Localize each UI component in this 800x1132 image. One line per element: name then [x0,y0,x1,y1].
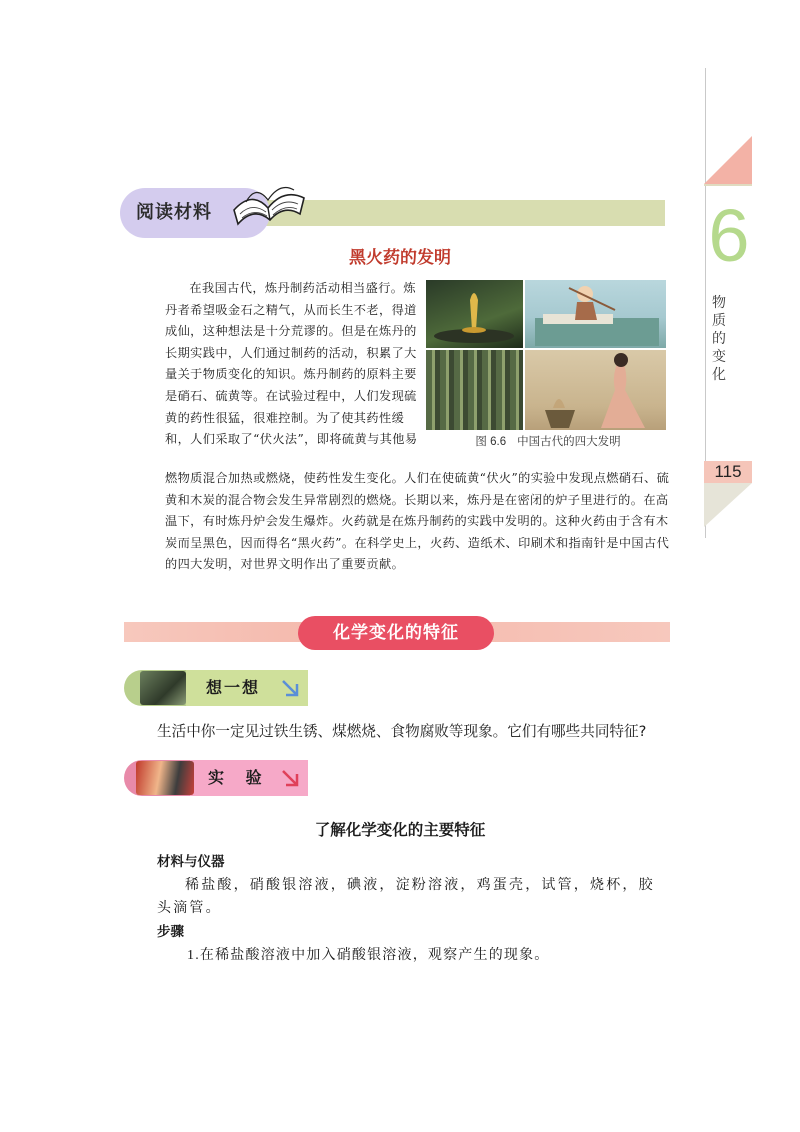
figure-caption-text: 中国古代的四大发明 [517,434,621,448]
sidebar-top-triangle [704,136,752,184]
compass-illustration [426,280,523,348]
step-text: 在稀盐酸溶液中加入硝酸银溶液，观察产生的现象。 [199,947,550,963]
materials-heading: 材料与仪器 [157,854,225,870]
page-number: 115 [714,462,742,481]
article-paragraph-part2: 燃物质混合加热或燃烧，使药性发生变化。人们在使硫黄“伏火”的实验中发现点燃硝石、硫黄和木炭的混合物会发生异常剧烈的燃烧。长期以来，炼丹是在密闭的炉子里进行的。在高温下，有时炼丹炉会发生爆炸。火药就是在炼丹制药的实践中发明的。这种火药由于含有木炭而呈黑色，因而得名“黑火药”。在科学史上，火药、造纸术、印刷术和指南针是中国古代的四大发明，对世界文明作出了重要贡献。 [165,471,670,572]
steps-heading: 步骤 [157,924,184,940]
experiment-label: 实 验 [208,768,270,787]
step-item [187,944,550,967]
figure-panel-gunpowder [525,350,666,430]
papermaking-illustration [525,280,666,348]
experiment-title: 了解化学变化的主要特征 [314,821,486,839]
open-book-icon [228,180,308,228]
arrow-down-right-icon [280,678,302,700]
experiment-photo [136,761,194,795]
figure-panel-printing [426,350,523,430]
figure-panel-papermaking [525,280,666,348]
think-label: 想一想 [206,678,261,697]
figure-number: 图 6.6 [475,436,507,448]
chapter-name: 物质的变化 [712,295,726,383]
figure-caption [448,433,648,449]
sidebar-top-bar [704,184,752,186]
think-question: 生活中你一定见过铁生锈、煤燃烧、食物腐败等现象。它们有哪些共同特征? [157,723,647,740]
think-photo [140,671,186,705]
arrow-down-right-icon [280,768,302,790]
gunpowder-illustration [525,350,666,430]
step-number: 1. [187,948,200,963]
materials-list: 稀盐酸，硝酸银溶液，碘液，淀粉溶液，鸡蛋壳，试管，烧杯，胶头滴管。 [157,877,655,916]
sidebar-bottom-triangle [704,483,752,527]
article-title: 黑火药的发明 [349,248,451,268]
four-inventions-figure [426,280,666,430]
article-paragraph-part1: 在我国古代，炼丹制药活动相当盛行。炼丹者希望吸金石之精气，从而长生不老，得道成仙，这种想法是十分荒谬的。但是在炼丹的长期实践中，人们通过制药的活动，积累了大量关于物质变化的知识。炼丹制药的原料主要是硝石、硫黄等。在试验过程中，人们发现硫黄的药性很猛，很难控制。为了使其药性缓和，人们采取了“伏火法”，即将硫黄与其他易 [165,281,418,447]
section-title: 化学变化的特征 [333,623,459,643]
chapter-number: 6 [708,194,750,277]
reading-label: 阅读材料 [136,202,212,223]
figure-panel-compass [426,280,523,348]
